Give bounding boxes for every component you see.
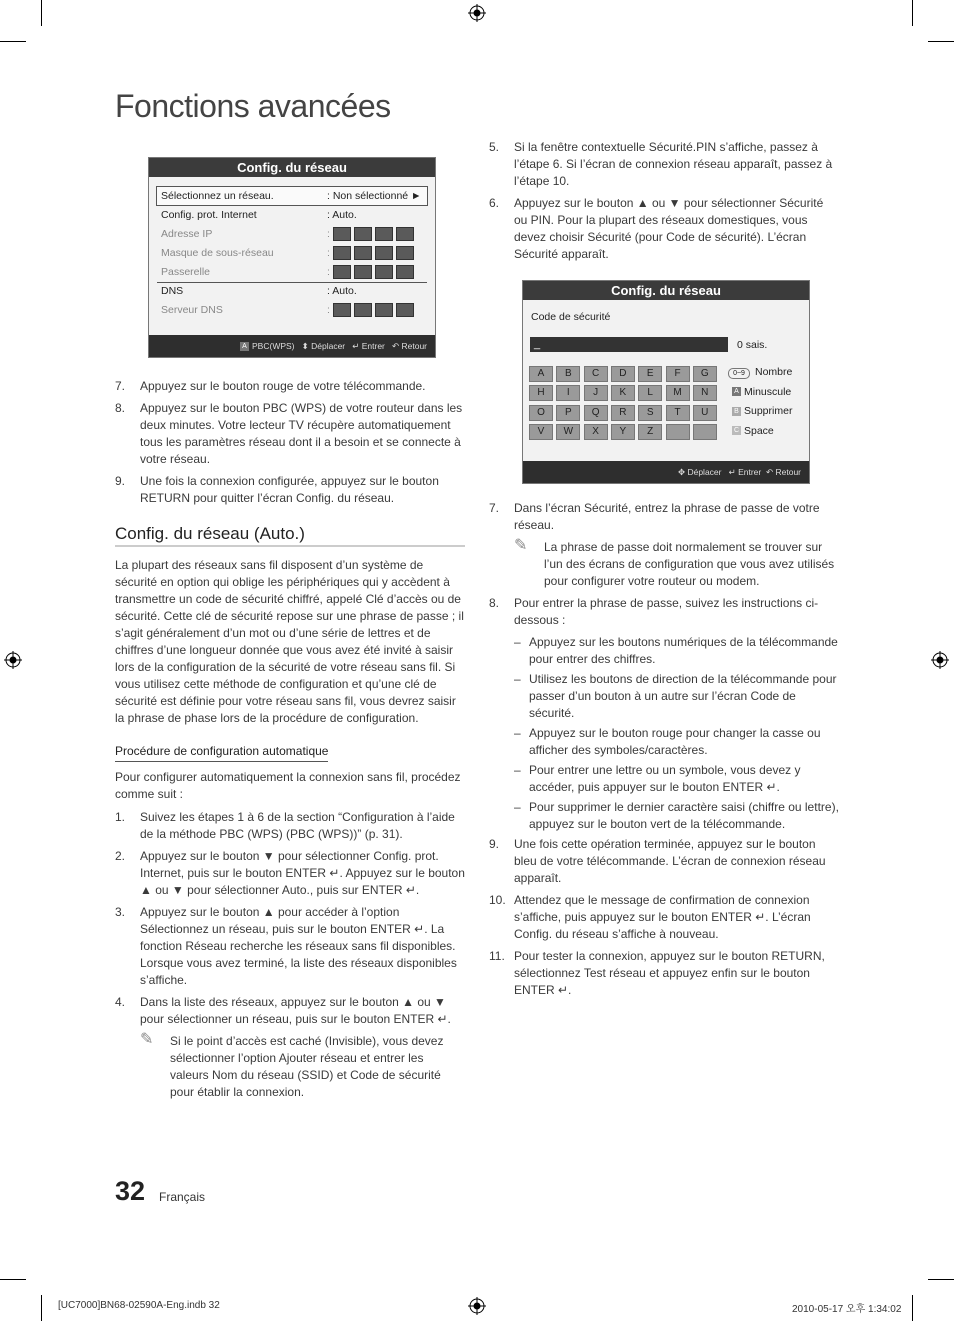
option-delete[interactable]: B Supprimer bbox=[728, 402, 792, 422]
key-button[interactable]: T bbox=[666, 405, 690, 421]
subsection-title: Procédure de configuration automatique bbox=[115, 743, 328, 762]
crop-mark bbox=[41, 0, 42, 26]
security-code-label: Code de sécurité bbox=[531, 311, 611, 323]
page-number: 32 bbox=[115, 1176, 146, 1206]
step-item: 7. Dans l’écran Sécurité, entrez la phrase de passe de votre réseau. bbox=[489, 501, 820, 532]
option-space[interactable]: C Space bbox=[733, 424, 774, 437]
key-button[interactable]: V bbox=[529, 424, 553, 440]
step-item: 11. Pour tester la connexion, appuyez sur le bouton RETURN, sélectionnez Test réseau et appuyez enfin sur le bouton ENTER ↵. bbox=[489, 949, 825, 997]
key-button[interactable] bbox=[693, 424, 717, 440]
right-column-lower bbox=[489, 500, 839, 1004]
key-button[interactable]: I bbox=[556, 385, 580, 401]
key-button[interactable]: G bbox=[693, 366, 717, 382]
enter-icon: ↵ bbox=[728, 467, 736, 477]
registration-mark-icon bbox=[468, 4, 486, 22]
registration-mark-icon bbox=[468, 1297, 486, 1315]
key-button[interactable] bbox=[666, 424, 690, 440]
key-button[interactable]: B bbox=[556, 366, 580, 382]
crop-mark bbox=[928, 1279, 954, 1280]
step-item: 9. Une fois cette opération terminée, appuyez sur le bouton bleu de votre télécommande. L’écran de connexion réseau apparaît. bbox=[489, 837, 826, 885]
step-item: 9. Une fois la connexion configurée, appuyez sur le bouton RETURN pour quitter l’écran Config. du réseau. bbox=[115, 474, 439, 505]
step-item: 10. Attendez que le message de confirmation de connexion s’affiche, puis appuyez sur le bouton ENTER ↵. L’écran Config. du réseau s’affiche à nouveau. bbox=[489, 893, 811, 941]
key-button[interactable]: R bbox=[611, 405, 635, 421]
option-lowercase[interactable]: A Minuscule bbox=[728, 383, 792, 403]
move-icon: ⬍ bbox=[301, 341, 309, 351]
row-dns[interactable]: DNS : Auto. bbox=[161, 285, 357, 297]
sub-intro: Pour configurer automatiquement la connexion sans fil, procédez comme suit : bbox=[115, 770, 461, 801]
key-button[interactable]: O bbox=[529, 405, 553, 421]
screen-footer: ✥ Déplacer ↵ Entrer ↶ Retour bbox=[523, 461, 809, 483]
registration-mark-icon bbox=[931, 651, 949, 669]
step-item: 1. Suivez les étapes 1 à 6 de la section “Configuration à l’aide de la méthode PBC (WPS) (PBC (WPS))” (p. 31). bbox=[115, 810, 455, 841]
print-timestamp: 2010-05-17 오후 1:34:02 bbox=[792, 1304, 902, 1315]
key-button[interactable]: H bbox=[529, 385, 553, 401]
crop-mark bbox=[41, 1295, 42, 1321]
pencil-note-icon: ✎ bbox=[514, 537, 528, 554]
step-item: 5. Si la fenêtre contextuelle Sécurité.PIN s’affiche, passez à l’étape 6. Si l’écran de connexion réseau apparaît, passez à l’étape 10. bbox=[489, 140, 833, 188]
page-title: Fonctions avancées bbox=[115, 88, 391, 124]
row-gateway: Passerelle : bbox=[157, 263, 427, 281]
crop-mark bbox=[912, 1295, 913, 1321]
right-column bbox=[489, 139, 839, 268]
intro-paragraph: La plupart des réseaux sans fil disposent d’un système de sécurité en option qui oblige les périphériques qui y accèdent à transmettre un code de sécurité chiffré, appelé Clé d’accès ou de sécurité. Cette clé de sécurité repose sur une phrase de passe ; il s’agit généralement d’un mot ou d’une série de lettres et de chiffres d’une longueur donnée que vous avez été invité à saisir lors de la configuration de la sécurité de votre réseau sans fil. Si vous utilisez cette méthode de configuration et qu’une clé de sécurité est définie pour votre réseau sans fil, vous devrez saisir la phrase de phase lors de la procédure de configuration. bbox=[115, 558, 464, 725]
key-button[interactable]: Y bbox=[611, 424, 635, 440]
crop-mark bbox=[0, 1279, 26, 1280]
move-icon: ✥ bbox=[677, 467, 686, 477]
row-internet-protocol[interactable]: Config. prot. Internet : Auto. bbox=[161, 209, 357, 221]
key-button[interactable]: Q bbox=[584, 405, 608, 421]
screen-footer: A PBC(WPS) ⬍ Déplacer ↵ Entrer ↶ Retour bbox=[149, 335, 435, 357]
keyboard-options bbox=[728, 363, 792, 441]
registration-mark-icon bbox=[4, 651, 22, 669]
dash-item: – Pour supprimer le dernier caractère saisi (chiffre ou lettre), appuyez sur le bouton vert de la télécommande. bbox=[514, 800, 839, 831]
pencil-note-icon: ✎ bbox=[140, 1031, 154, 1048]
row-ip-address: Adresse IP : bbox=[157, 225, 427, 243]
crop-mark bbox=[0, 41, 26, 42]
step-item: 6. Appuyez sur le bouton ▲ ou ▼ pour sélectionner Sécurité ou PIN. Pour la plupart des réseaux domestiques, vous devez choisir Sécurité (pour Code de sécurité). L’écran Sécurité apparaît. bbox=[489, 196, 824, 261]
note: ✎ Si le point d’accès est caché (Invisible), vous devez sélectionner l’option Ajouter réseau et entrer les valeurs Nom du réseau (SSID) et Code de sécurité pour établir la connexion. bbox=[140, 1031, 444, 1099]
key-button[interactable]: C bbox=[584, 366, 608, 382]
a-key-icon: A bbox=[240, 342, 249, 351]
key-button[interactable]: U bbox=[693, 405, 717, 421]
dash-item: – Appuyez sur le bouton rouge pour changer la casse ou afficher des symboles/caractères. bbox=[514, 726, 821, 757]
note: ✎ La phrase de passe doit normalement se trouver sur l’un des écrans de configuration que vous avez utilisés pour configurer votre routeur ou modem. bbox=[514, 537, 835, 588]
key-button[interactable]: P bbox=[556, 405, 580, 421]
crop-mark bbox=[912, 0, 913, 26]
network-config-screen bbox=[148, 157, 436, 358]
key-button[interactable]: E bbox=[638, 366, 662, 382]
row-select-network[interactable]: Sélectionnez un réseau. : Non sélectionné ► bbox=[161, 190, 422, 202]
return-icon: ↶ bbox=[765, 467, 774, 477]
key-button[interactable]: N bbox=[693, 385, 717, 401]
step-item: 8. Pour entrer la phrase de passe, suivez les instructions ci-dessous : bbox=[489, 596, 819, 627]
section-title: Config. du réseau (Auto.) bbox=[115, 525, 465, 547]
dash-item: – Utilisez les boutons de direction de la télécommande pour passer d’un bouton à un autre sur l’écran Code de sécurité. bbox=[514, 672, 837, 720]
screen-title: Config. du réseau bbox=[523, 281, 809, 300]
step-item: 8. Appuyez sur le bouton PBC (WPS) de votre routeur dans les deux minutes. Votre lecteur TV récupère automatiquement tous les paramètres réseau dont il a besoin et se connecte à votre réseau. bbox=[115, 401, 463, 466]
key-button[interactable]: J bbox=[584, 385, 608, 401]
key-button[interactable]: K bbox=[611, 385, 635, 401]
key-button[interactable]: F bbox=[666, 366, 690, 382]
key-button[interactable]: W bbox=[556, 424, 580, 440]
step-item: 7. Appuyez sur le bouton rouge de votre télécommande. bbox=[115, 379, 426, 393]
key-button[interactable]: Z bbox=[638, 424, 662, 440]
enter-icon: ↵ bbox=[352, 341, 360, 351]
crop-mark bbox=[928, 41, 954, 42]
language-label: Français bbox=[159, 1190, 206, 1204]
step-item: 4. Dans la liste des réseaux, appuyez sur le bouton ▲ ou ▼ pour sélectionner un réseau, puis sur le bouton ENTER ↵. bbox=[115, 995, 451, 1026]
return-icon: ↶ bbox=[391, 341, 400, 351]
security-code-input[interactable]: _ bbox=[530, 337, 728, 352]
char-count: 0 sais. bbox=[737, 339, 768, 351]
screen-title: Config. du réseau bbox=[149, 158, 435, 177]
file-info: [UC7000]BN68-02590A-Eng.indb 32 bbox=[58, 1300, 220, 1311]
option-number[interactable]: 0~9 Nombre bbox=[728, 363, 792, 383]
key-button[interactable]: D bbox=[611, 366, 635, 382]
dash-item: – Appuyez sur les boutons numériques de la télécommande pour entrer des chiffres. bbox=[514, 635, 838, 666]
left-column bbox=[115, 378, 465, 1106]
step-item: 2. Appuyez sur le bouton ▼ pour sélectionner Config. prot. Internet, puis sur le bouton ENTER ↵. Appuyez sur le bouton ▲ ou ▼ pour sélectionner Auto., puis sur ENTER ↵. bbox=[115, 849, 465, 897]
key-button[interactable]: A bbox=[529, 366, 553, 382]
key-button[interactable]: L bbox=[638, 385, 662, 401]
key-button[interactable]: M bbox=[666, 385, 690, 401]
row-dns-server: Serveur DNS : bbox=[157, 301, 427, 319]
dash-item: – Pour entrer une lettre ou un symbole, vous devez y accéder, puis appuyer sur le bouton ENTER ↵. bbox=[514, 763, 801, 794]
key-button[interactable]: X bbox=[584, 424, 608, 440]
step-item: 3. Appuyez sur le bouton ▲ pour accéder à l’option Sélectionnez un réseau, puis sur le bouton ENTER ↵. La fonction Réseau recherche les réseaux sans fil disponibles. Lorsque vous avez terminé, la liste des réseaux disponibles s’affiche. bbox=[115, 905, 457, 987]
row-subnet-mask: Masque de sous-réseau : bbox=[157, 244, 427, 262]
key-button[interactable]: S bbox=[638, 405, 662, 421]
security-code-screen bbox=[522, 280, 810, 484]
